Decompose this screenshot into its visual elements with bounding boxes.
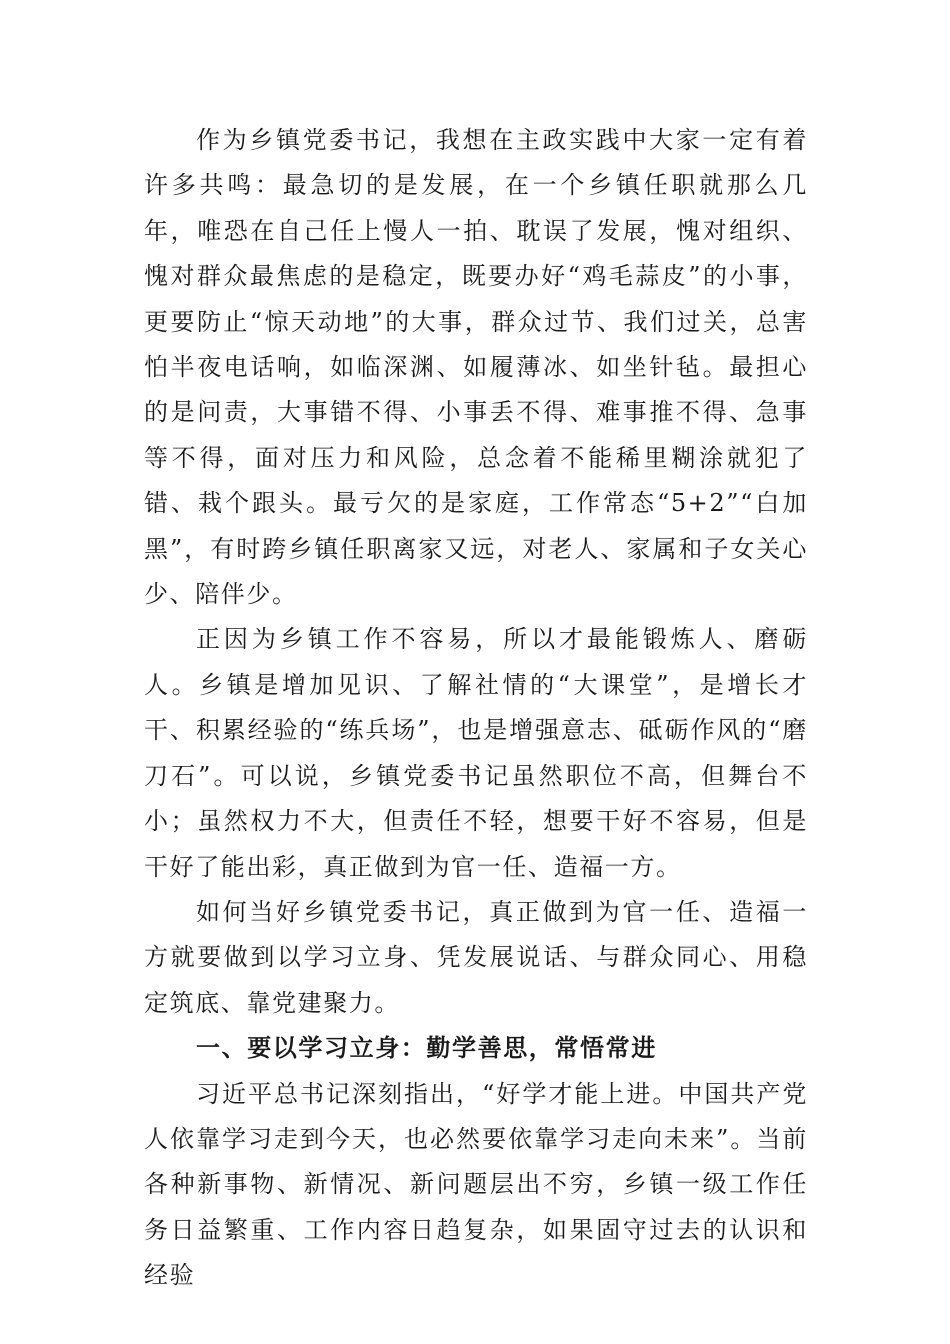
- paragraph-study: 习近平总书记深刻指出，“好学才能上进。中国共产党人依靠学习走到今天，也必然要依靠学习走向未来”。当前各种新事物、新情况、新问题层出不穷，乡镇一级工作任务日益繁重、工作内容日趋复杂，如果固守过去的认识和经验: [144, 1079, 808, 1290]
- document-body: [144, 118, 808, 1299]
- paragraph-how-to: 如何当好乡镇党委书记，真正做到为官一任、造福一方就要做到以学习立身、凭发展说话、与群众同心、用稳定筑底、靠党建聚力。: [144, 897, 808, 1017]
- paragraph-duties: 作为乡镇党委书记，我想在主政实践中大家一定有着许多共鸣：最急切的是发展，在一个乡镇任职就那么几年，唯恐在自己任上慢人一拍、耽误了发展，愧对组织、愧对群众最焦虑的是稳定，既要办好“鸡毛蒜皮”的小事，更要防止“惊天动地”的大事，群众过节、我们过关，总害怕半夜电话响，如临深渊、如履薄冰、如坐针毡。最担心的是问责，大事错不得、小事丢不得、难事推不得、急事等不得，面对压力和风险，总念着不能稀里糊涂就犯了错、栽个跟头。最亏欠的是家庭，工作常态“5+2”“白加黑”，有时跨乡镇任职离家又远，对老人、家属和子女关心少、陪伴少。: [144, 126, 808, 609]
- section-heading: 一、要以学习立身：勤学善思，常悟常进: [196, 1034, 657, 1063]
- paragraph-training-ground: 正因为乡镇工作不容易，所以才最能锻炼人、磨砺人。乡镇是增加见识、了解社情的“大课堂”，是增长才干、积累经验的“练兵场”，也是增强意志、砥砺作风的“磨刀石”。可以说，乡镇党委书记虽然职位不高，但舞台不小；虽然权力不大，但责任不轻，想要干好不容易，但是干好了能出彩，真正做到为官一任、造福一方。: [144, 625, 808, 881]
